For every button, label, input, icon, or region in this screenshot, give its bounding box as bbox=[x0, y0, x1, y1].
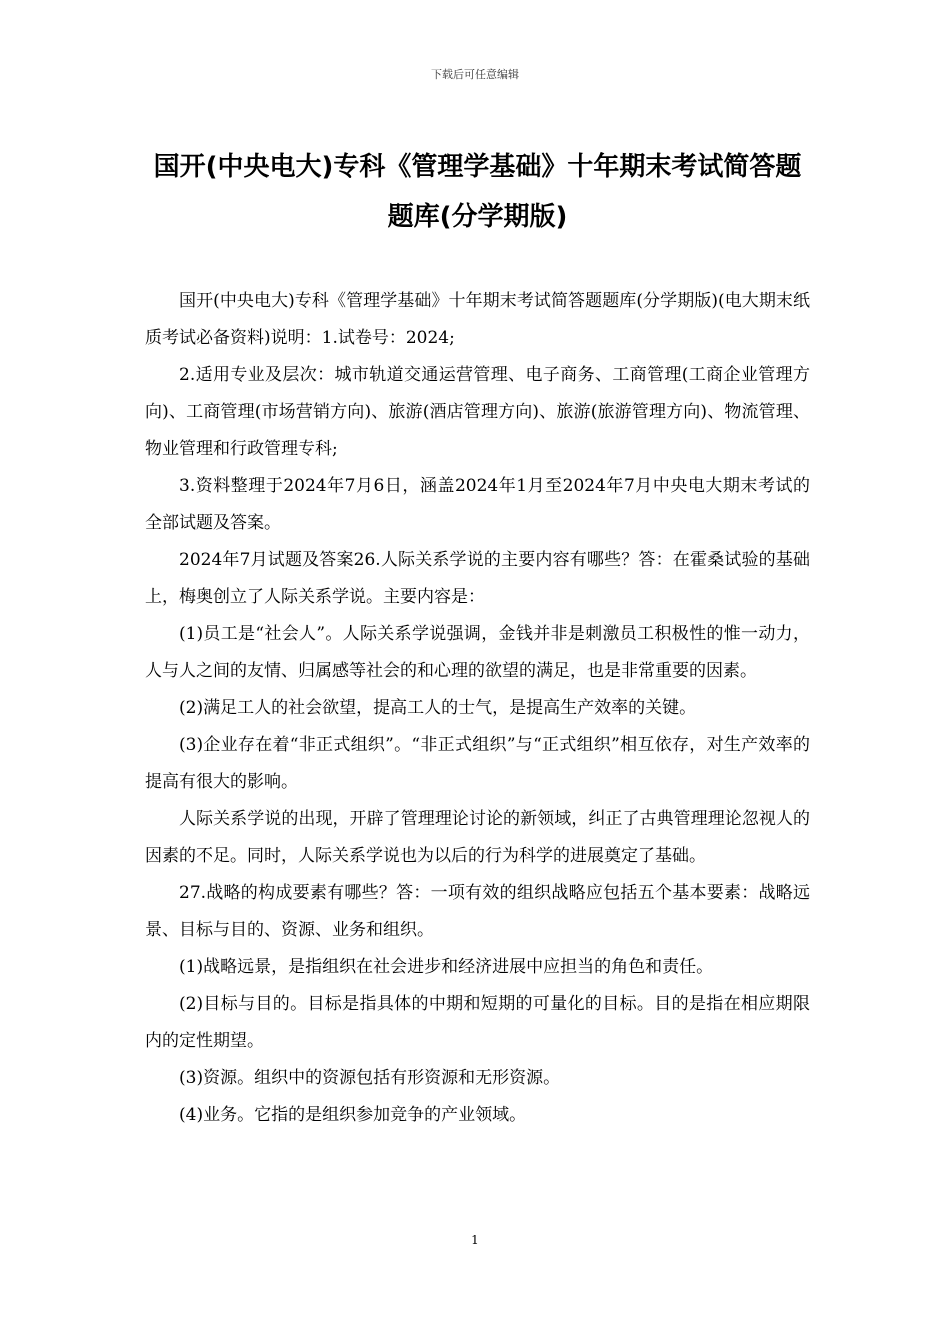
document-title: 国开(中央电大)专科《管理学基础》十年期末考试简答题题库(分学期版) bbox=[153, 152, 802, 232]
document-body bbox=[145, 283, 810, 1134]
paragraph: (1)员工是“社会人”。人际关系学说强调，金钱并非是刺激员工积极性的惟一动力，人与人之间的友情、归属感等社会的和心理的欲望的满足，也是非常重要的因素。 bbox=[145, 624, 810, 681]
page-header: 下载后可任意编辑 bbox=[431, 68, 519, 81]
paragraph: 27.战略的构成要素有哪些？答：一项有效的组织战略应包括五个基本要素：战略远景、目标与目的、资源、业务和组织。 bbox=[145, 883, 810, 940]
paragraph: (4)业务。它指的是组织参加竞争的产业领域。 bbox=[179, 1105, 527, 1125]
paragraph: 2024年7月试题及答案26.人际关系学说的主要内容有哪些？答：在霍桑试验的基础上，梅奥创立了人际关系学说。主要内容是： bbox=[145, 550, 810, 607]
page-number: 1 bbox=[471, 1233, 479, 1247]
paragraph: (3)资源。组织中的资源包括有形资源和无形资源。 bbox=[179, 1068, 561, 1088]
paragraph: (3)企业存在着“非正式组织”。“非正式组织”与“正式组织”相互依存，对生产效率的提高有很大的影响。 bbox=[145, 735, 810, 792]
paragraph: 3.资料整理于2024年7月6日，涵盖2024年1月至2024年7月中央电大期末考试的全部试题及答案。 bbox=[145, 476, 810, 533]
paragraph: 国开(中央电大)专科《管理学基础》十年期末考试简答题题库(分学期版)(电大期末纸质考试必备资料)说明：1.试卷号：2024; bbox=[145, 291, 810, 348]
paragraph: 人际关系学说的出现，开辟了管理理论讨论的新领域，纠正了古典管理理论忽视人的因素的不足。同时，人际关系学说也为以后的行为科学的进展奠定了基础。 bbox=[145, 809, 810, 866]
paragraph: 2.适用专业及层次：城市轨道交通运营管理、电子商务、工商管理(工商企业管理方向)、工商管理(市场营销方向)、旅游(酒店管理方向)、旅游(旅游管理方向)、物流管理、物业管理和行政管理专科; bbox=[145, 365, 810, 459]
paragraph: (1)战略远景，是指组织在社会进步和经济进展中应担当的角色和责任。 bbox=[179, 957, 714, 977]
paragraph: (2)满足工人的社会欲望，提高工人的士气，是提高生产效率的关键。 bbox=[179, 698, 697, 718]
paragraph: (2)目标与目的。目标是指具体的中期和短期的可量化的目标。目的是指在相应期限内的定性期望。 bbox=[145, 994, 810, 1051]
